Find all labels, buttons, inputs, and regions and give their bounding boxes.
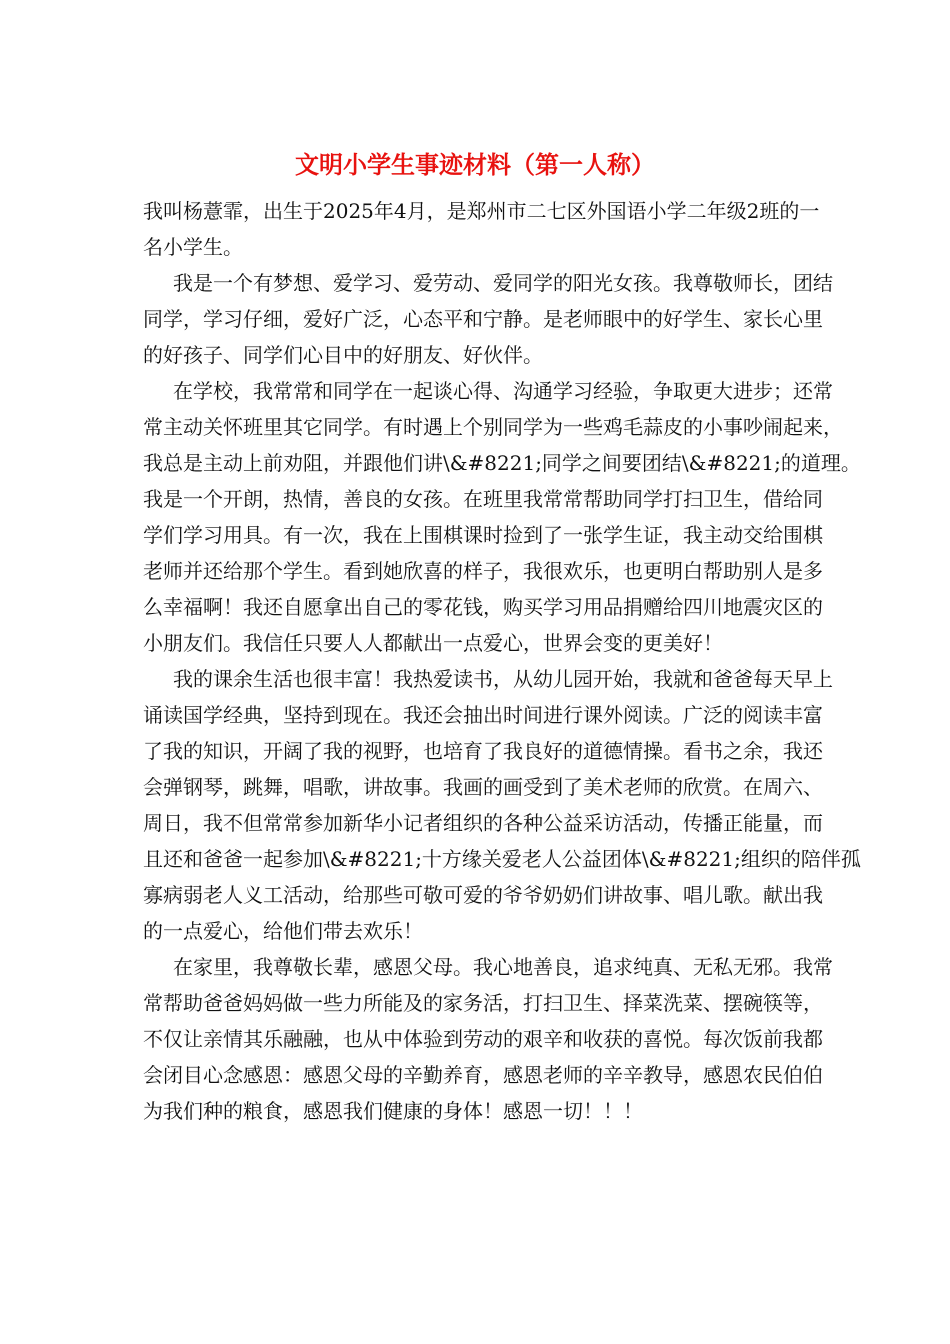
- text-line: 学们学习用具。有一次，我在上围棋课时捡到了一张学生证，我主动交给围棋: [143, 523, 823, 547]
- text-line: 我的课余生活也很丰富！我热爱读书，从幼儿园开始，我就和爸爸每天早上: [173, 667, 833, 691]
- text-line: 会弹钢琴，跳舞，唱歌，讲故事。我画的画受到了美术老师的欣赏。在周六、: [143, 775, 823, 799]
- text-line: 老师并还给那个学生。看到她欣喜的样子，我很欢乐，也更明白帮助别人是多: [143, 559, 823, 583]
- text-line: 同学，学习仔细，爱好广泛，心态平和宁静。是老师眼中的好学生、家长心里: [143, 307, 823, 331]
- text-line: 不仅让亲情其乐融融，也从中体验到劳动的艰辛和收获的喜悦。每次饭前我都: [143, 1027, 823, 1051]
- text-line: 的好孩子、同学们心目中的好朋友、好伙伴。: [143, 343, 543, 367]
- text-line: 且还和爸爸一起参加\&#8221;十方缘关爱老人公益团体\&#8221;组织的陪伴孤: [143, 847, 861, 871]
- text-line: 我是一个有梦想、爱学习、爱劳动、爱同学的阳光女孩。我尊敬师长，团结: [173, 271, 833, 295]
- text-line: 么幸福啊！我还自愿拿出自己的零花钱，购买学习用品捐赠给四川地震灾区的: [143, 595, 823, 619]
- text-line: 的一点爱心，给他们带去欢乐！: [143, 919, 423, 943]
- text-line: 寡病弱老人义工活动，给那些可敬可爱的爷爷奶奶们讲故事、唱儿歌。献出我: [143, 883, 823, 907]
- text-line: 会闭目心念感恩：感恩父母的辛勤养育，感恩老师的辛辛教导，感恩农民伯伯: [143, 1063, 823, 1087]
- document-title: 文明小学生事迹材料（第一人称）: [295, 150, 655, 179]
- text-line: 常主动关怀班里其它同学。有时遇上个别同学为一些鸡毛蒜皮的小事吵闹起来，: [143, 415, 843, 439]
- text-line: 小朋友们。我信任只要人人都献出一点爱心，世界会变的更美好！: [143, 631, 723, 655]
- text-line: 名小学生。: [143, 235, 243, 259]
- text-line: 我是一个开朗，热情，善良的女孩。在班里我常常帮助同学打扫卫生，借给同: [143, 487, 823, 511]
- text-line: 在家里，我尊敬长辈，感恩父母。我心地善良，追求纯真、无私无邪。我常: [173, 955, 833, 979]
- text-line: 常帮助爸爸妈妈做一些力所能及的家务活，打扫卫生、择菜洗菜、摆碗筷等，: [143, 991, 823, 1015]
- text-line: 我叫杨薏霏，出生于2025年4月，是郑州市二七区外国语小学二年级2班的一: [143, 199, 820, 223]
- text-line: 了我的知识，开阔了我的视野，也培育了我良好的道德情操。看书之余，我还: [143, 739, 823, 763]
- text-line: 我总是主动上前劝阻，并跟他们讲\&#8221;同学之间要团结\&#8221;的道理。: [143, 451, 861, 475]
- text-line: 在学校，我常常和同学在一起谈心得、沟通学习经验，争取更大进步；还常: [173, 379, 833, 403]
- text-line: 周日，我不但常常参加新华小记者组织的各种公益采访活动，传播正能量，而: [143, 811, 823, 835]
- text-line: 为我们种的粮食，感恩我们健康的身体！感恩一切！！！: [143, 1099, 643, 1123]
- text-line: 诵读国学经典，坚持到现在。我还会抽出时间进行课外阅读。广泛的阅读丰富: [143, 703, 823, 727]
